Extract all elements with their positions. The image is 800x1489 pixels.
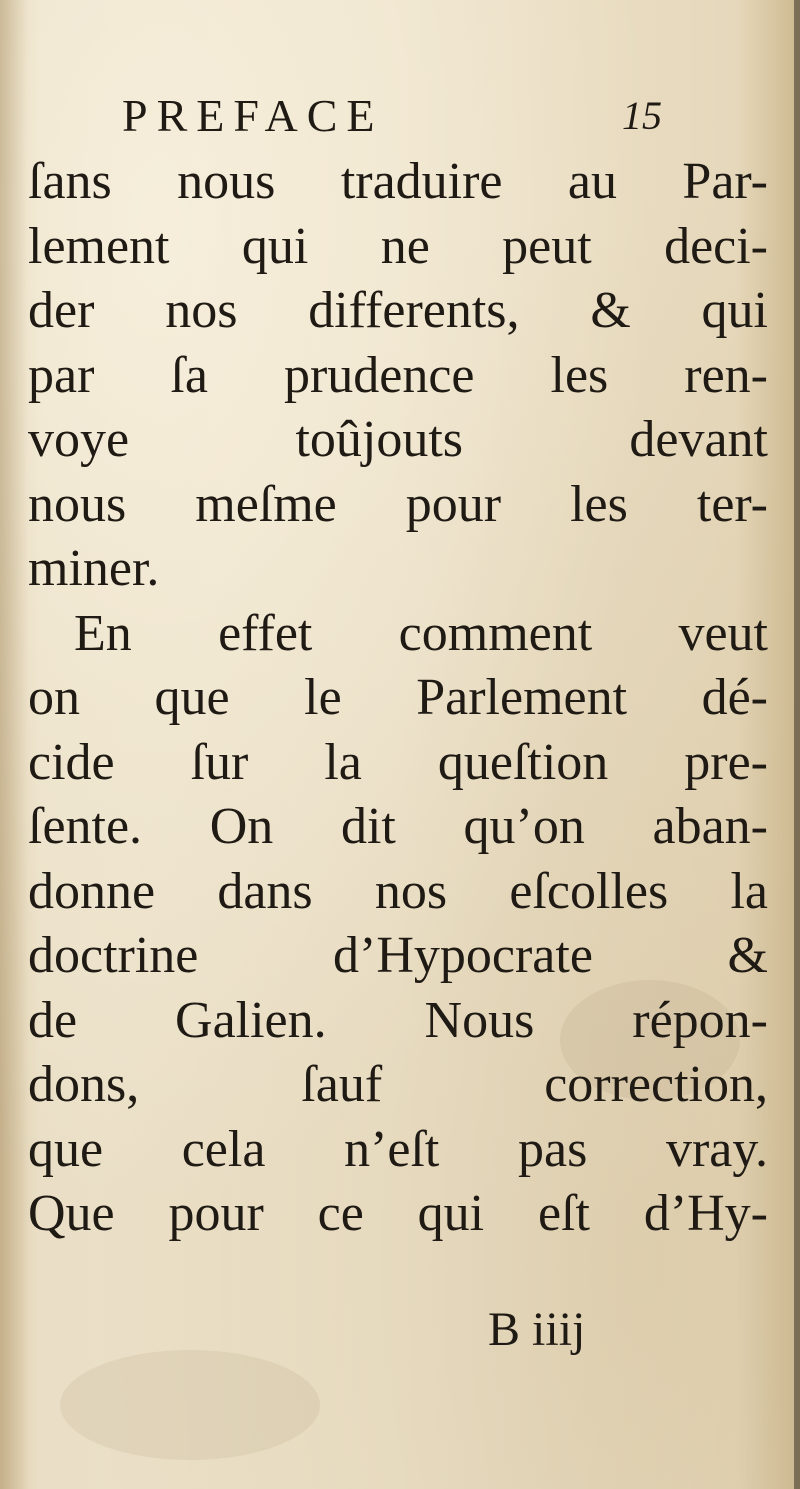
- text-line: donne dans nos eſcolles la: [28, 862, 768, 920]
- text-line: par ſa prudence les ren-: [28, 346, 768, 404]
- text-line: Que pour ce qui eſt d’Hy-: [28, 1185, 768, 1242]
- text-line: lement qui ne peut deci-: [28, 217, 768, 275]
- page-header: [122, 86, 662, 146]
- text-line: miner.: [28, 540, 160, 597]
- running-title: PREFACE: [122, 90, 384, 141]
- text-line: dons, ſauf correction,: [28, 1056, 768, 1113]
- signature-mark: B iiij: [488, 1303, 586, 1356]
- body-text: [28, 150, 768, 1247]
- text-line: En effet comment veut: [74, 604, 768, 662]
- text-line: on que le Parlement dé-: [28, 669, 768, 726]
- paper-stain: [60, 1350, 320, 1460]
- text-line: ſente. On dit qu’on aban-: [28, 798, 768, 855]
- text-line: voye toûjouts devant: [28, 411, 768, 468]
- text-line: de Galien. Nous répon-: [28, 991, 768, 1049]
- text-line: der nos differents, & qui: [28, 282, 768, 339]
- text-line: ſans nous traduire au Par-: [28, 153, 768, 210]
- text-line: cide ſur la queſtion pre-: [28, 733, 768, 791]
- page-number: 15: [622, 93, 662, 138]
- text-line: nous meſme pour les ter-: [28, 475, 768, 533]
- text-line: doctrine d’Hypocrate &: [28, 927, 768, 984]
- text-line: que cela n’eſt pas vray.: [28, 1120, 768, 1178]
